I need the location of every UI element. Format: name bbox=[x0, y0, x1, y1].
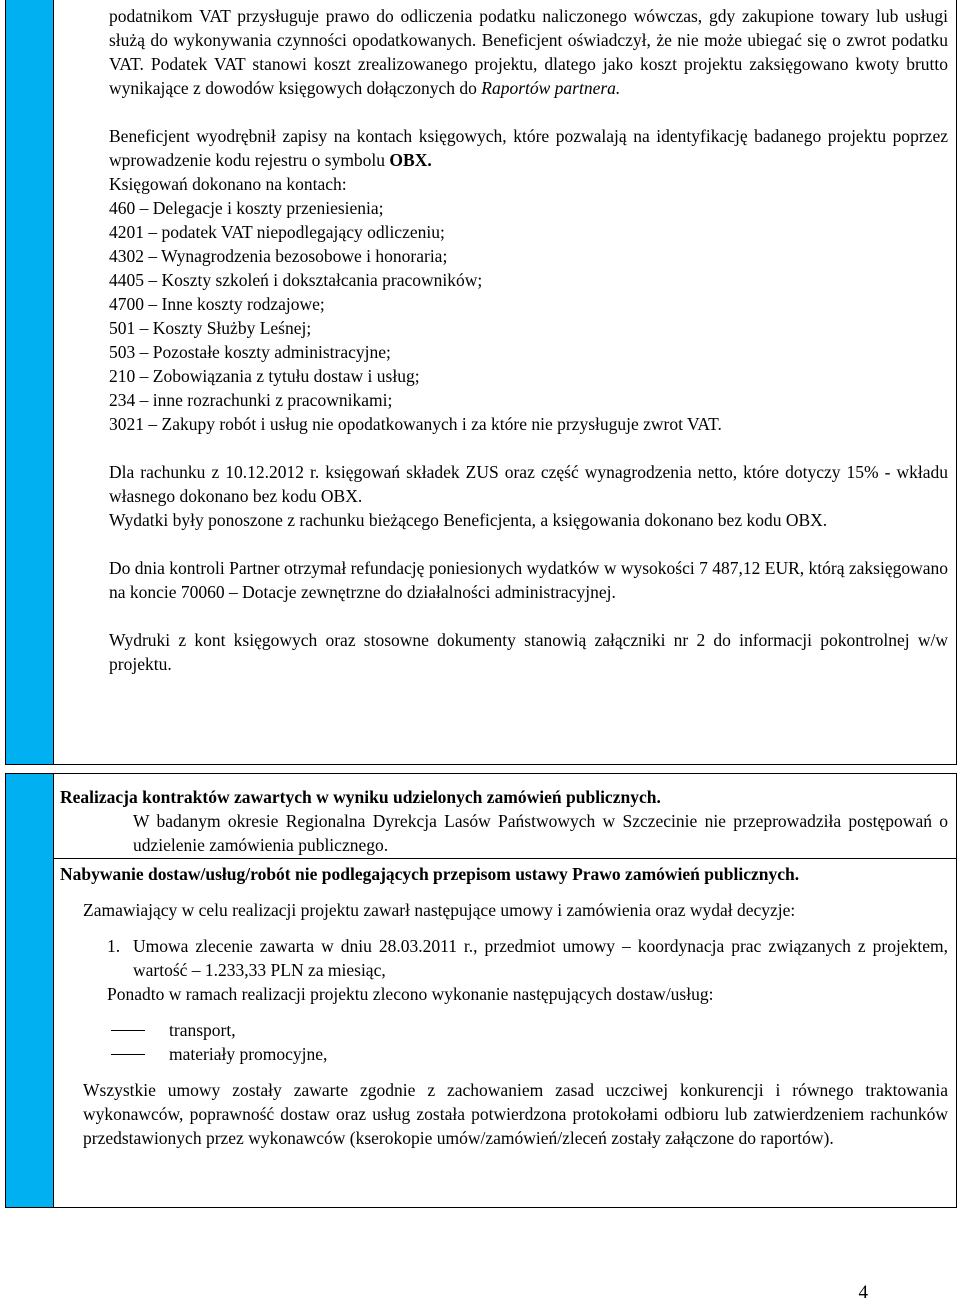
account-item: 460 – Delegacje i koszty przeniesienia; bbox=[109, 198, 384, 218]
contracts-heading: Realizacja kontraktów zawartych w wyniku udzielonych zamówień publicznych. bbox=[60, 787, 661, 807]
account-item: 234 – inne rozrachunki z pracownikami; bbox=[109, 390, 393, 410]
upper-section-frame bbox=[5, 0, 957, 765]
contracts-body bbox=[133, 809, 948, 857]
contract-item-number: 1. bbox=[107, 936, 121, 956]
contract-item-1 bbox=[83, 934, 948, 982]
contracts-text: W badanym okresie Regionalna Dyrekcja Lasów Państwowych w Szczecinie nie przeprowadziła postępowań o udzielenie zamówienia publicznego. bbox=[133, 811, 948, 855]
purchases-closing: Wszystkie umowy zostały zawarte zgodnie z zachowaniem zasad uczciwej konkurencji i równego traktowania wykonawców, poprawność dostaw oraz usług została potwierdzona protokołami odbioru lub zatwierdzeniem rachunków przedstawionych przez wykonawców (kserokopie umów/zamówień/zleceń zostały załączone do raportów). bbox=[83, 1080, 948, 1148]
accounts-list bbox=[109, 196, 948, 436]
purchases-also: Ponadto w ramach realizacji projektu zlecono wykonanie następujących dostaw/usług: bbox=[107, 984, 714, 1004]
account-item: 3021 – Zakupy robót i usług nie opodatkowanych i za które nie przysługuje zwrot VAT. bbox=[109, 414, 722, 434]
zus-paragraph: Dla rachunku z 10.12.2012 r. księgowań składek ZUS oraz część wynagrodzenia netto, które dotyczy 15% - wkładu własnego dokonano bez kodu OBX. bbox=[109, 462, 948, 506]
upper-section-content bbox=[109, 4, 948, 676]
account-item: 4405 – Koszty szkoleń i dokształcania pracowników; bbox=[109, 270, 483, 290]
purchases-heading: Nabywanie dostaw/usług/robót nie podlegających przepisom ustawy Prawo zamówień publicznych. bbox=[60, 864, 800, 884]
service-item-promo: materiały promocyjne, bbox=[83, 1042, 948, 1066]
intro-paragraph-1 bbox=[109, 4, 948, 100]
intro-p2-text: Beneficjent wyodrębnił zapisy na kontach księgowych, które pozwalają na identyfikację badanego projektu poprzez wprowadzenie kodu rejestru o symbolu bbox=[109, 126, 948, 170]
accounts-intro: Księgowań dokonano na kontach: bbox=[109, 174, 347, 194]
purchases-intro: Zamawiający w celu realizacji projektu zawarł następujące umowy i zamówienia oraz wydał decyzje: bbox=[83, 900, 796, 920]
blue-side-stripe bbox=[6, 0, 54, 764]
account-item: 4302 – Wynagrodzenia bezosobowe i honoraria; bbox=[109, 246, 448, 266]
purchases-body bbox=[83, 898, 948, 1150]
intro-p1-line1: podatnikom VAT przysługuje prawo do odliczenia podatku naliczonego wówczas, gdy zakupione bbox=[109, 6, 814, 26]
refund-paragraph: Do dnia kontroli Partner otrzymał refundację poniesionych wydatków w wysokości 7 487,12 EUR, którą zaksięgowano na koncie 70060 – Dotacje zewnętrzne do działalności administracyjnej. bbox=[109, 558, 948, 602]
section-divider bbox=[53, 858, 956, 859]
account-paragraph: Wydatki były ponoszone z rachunku bieżącego Beneficjenta, a księgowania dokonano bez kodu OBX. bbox=[109, 510, 828, 530]
service-item-transport: transport, bbox=[83, 1018, 948, 1042]
page-number: 4 bbox=[858, 1282, 868, 1303]
contract-item-text: Umowa zlecenie zawarta w dniu 28.03.2011 r., przedmiot umowy – koordynacja prac związanych z projektem, wartość – 1.233,33 PLN za miesiąc, bbox=[133, 936, 948, 980]
intro-p1-rest: towary lub usługi służą do wykonywania czynności opodatkowanych. Beneficjent oświadczył, że nie może ubiegać się o zwrot podatku VAT. Podatek VAT stanowi koszt zrealizowanego projektu, dlatego jako koszt projektu zaksięgowano kwoty brutto wynikające z dowodów księgowych dołączonych do bbox=[109, 6, 948, 98]
blue-side-stripe bbox=[6, 774, 54, 1207]
account-item: 4201 – podatek VAT niepodlegający odliczeniu; bbox=[109, 222, 445, 242]
account-item: 210 – Zobowiązania z tytułu dostaw i usług; bbox=[109, 366, 420, 386]
lower-section-frame bbox=[5, 773, 957, 1208]
printouts-paragraph: Wydruki z kont księgowych oraz stosowne dokumenty stanowią załączniki nr 2 do informacji pokontrolnej w/w projektu. bbox=[109, 630, 948, 674]
account-item: 503 – Pozostałe koszty administracyjne; bbox=[109, 342, 391, 362]
obx-code: OBX. bbox=[389, 150, 432, 170]
intro-p1-italic: Raportów partnera. bbox=[481, 78, 621, 98]
account-item: 4700 – Inne koszty rodzajowe; bbox=[109, 294, 325, 314]
intro-paragraph-2 bbox=[109, 124, 948, 172]
account-item: 501 – Koszty Służby Leśnej; bbox=[109, 318, 312, 338]
